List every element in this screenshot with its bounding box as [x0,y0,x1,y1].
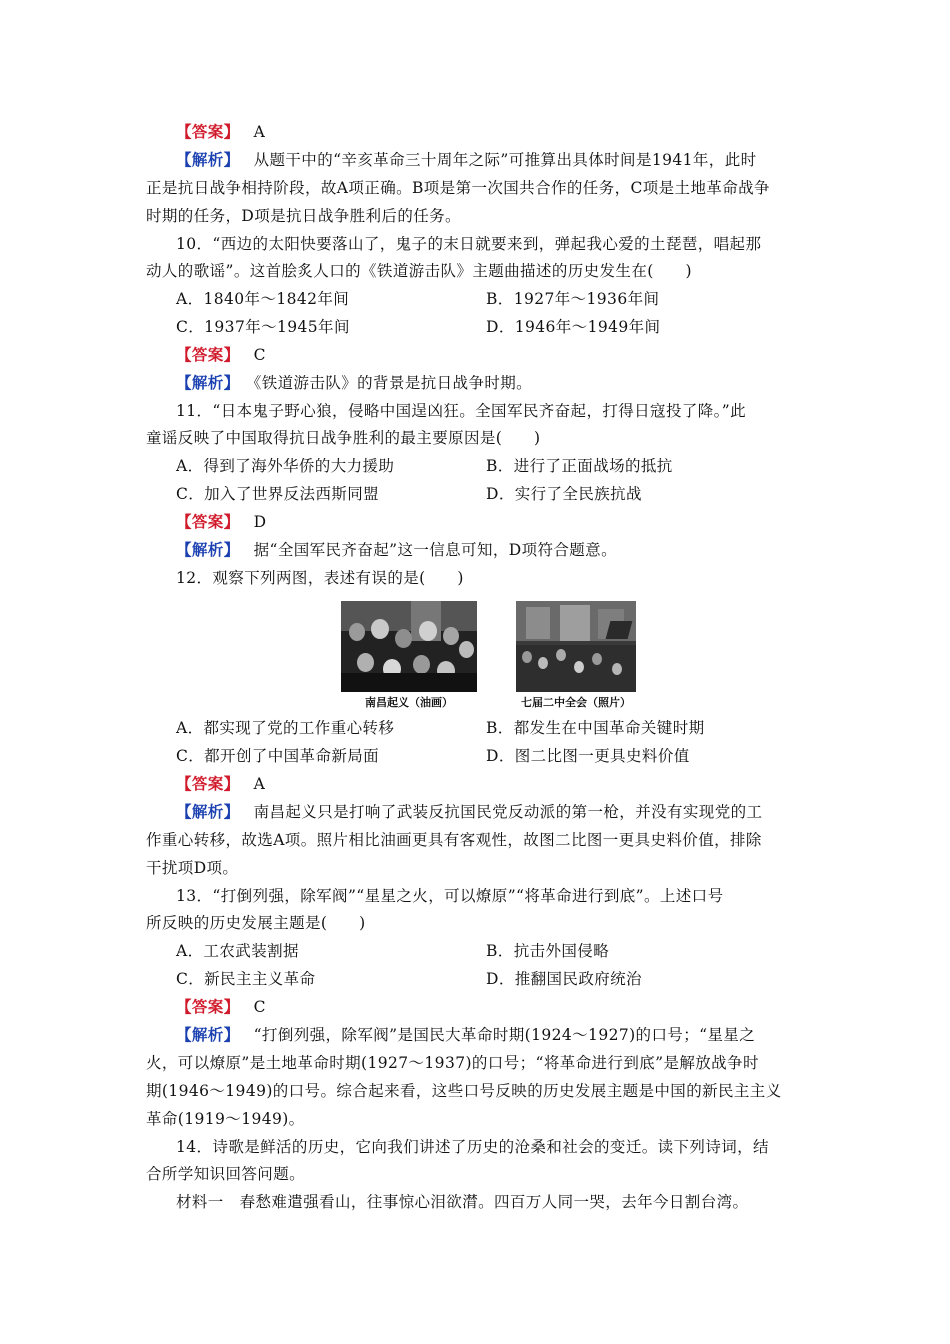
answer-value: C [253,998,266,1016]
answer-tag: 【答案】 [176,774,240,793]
q11-option-b: B．进行了正面战场的抵抗 [486,457,673,475]
q11-analysis [176,539,617,561]
q10-option-c: C．1937年～1945年间 [176,318,350,336]
q9-analysis-line-1 [176,149,757,171]
answer-value: A [253,123,266,141]
answer-value: A [253,775,266,793]
analysis-tag: 【解析】 [176,150,240,169]
q14-stem-line-1: 14．诗歌是鲜活的历史，它向我们讲述了历史的沧桑和社会的变迁。读下列诗词，结 [176,1138,769,1156]
q10-answer [176,344,266,366]
analysis-tag: 【解析】 [176,373,240,392]
answer-tag: 【答案】 [176,122,240,141]
answer-tag: 【答案】 [176,345,240,364]
analysis-tag: 【解析】 [176,540,240,559]
q10-option-b: B．1927年～1936年间 [486,290,660,308]
q14-material-1: 材料一 春愁难遣强看山，往事惊心泪欲潸。四百万人同一哭，去年今日割台湾。 [176,1193,749,1211]
q13-analysis-line-4: 革命(1919～1949)。 [146,1110,305,1128]
analysis-text: 南昌起义只是打响了武装反抗国民党反动派的第一枪，并没有实现党的工 [253,803,763,821]
answer-value: D [253,513,267,531]
analysis-text: “打倒列强，除军阀”是国民大革命时期(1924～1927)的口号；“星星之 [253,1026,756,1044]
q9-analysis-line-3: 时期的任务，D项是抗日战争胜利后的任务。 [146,207,461,225]
q12-option-c: C．都开创了中国革命新局面 [176,747,380,765]
answer-value: C [253,346,266,364]
q10-stem-line-1: 10．“西边的太阳快要落山了，鬼子的末日就要来到，弹起我心爱的土琵琶，唱起那 [176,235,762,253]
q13-answer [176,996,266,1018]
q9-answer [176,121,265,143]
q10-option-a: A．1840年～1842年间 [176,290,350,308]
q13-option-a: A．工农武装割据 [176,942,299,960]
q13-stem-line-2: 所反映的历史发展主题是( ) [146,914,366,932]
q13-analysis-line-1 [176,1024,755,1046]
q13-stem-line-1: 13．“打倒列强，除军阀”“星星之火，可以燎原”“将革命进行到底”。上述口号 [176,887,724,905]
q13-option-c: C．新民主主义革命 [176,970,316,988]
q10-stem-line-2: 动人的歌谣”。这首脍炙人口的《铁道游击队》主题曲描述的历史发生在( ) [146,262,692,280]
answer-tag: 【答案】 [176,997,240,1016]
q11-option-a: A．得到了海外华侨的大力援助 [176,457,395,475]
analysis-text: 从题干中的“辛亥革命三十周年之际”可推算出具体时间是1941年，此时 [253,151,757,169]
q12-answer [176,773,265,795]
q14-stem-line-2: 合所学知识回答问题。 [146,1165,306,1183]
q12-stem: 12．观察下列两图，表述有误的是( ) [176,569,464,587]
q12-option-a: A．都实现了党的工作重心转移 [176,719,395,737]
q12-analysis-line-2: 作重心转移，故选A项。照片相比油画更具有客观性，故图二比图一更具史料价值，排除 [146,831,762,849]
analysis-tag: 【解析】 [176,1025,240,1044]
analysis-tag: 【解析】 [176,802,240,821]
analysis-text: 《铁道游击队》的背景是抗日战争时期。 [253,374,533,392]
figure-1-caption: 南昌起义（油画） [365,696,453,709]
answer-tag: 【答案】 [176,512,240,531]
figure-2-caption: 七届二中全会（照片） [521,696,631,709]
q10-analysis [176,372,532,394]
q11-option-c: C．加入了世界反法西斯同盟 [176,485,380,503]
q12-analysis-line-3: 干扰项D项。 [146,859,239,877]
second-plenary-session-photo [516,601,636,692]
q11-answer [176,511,266,533]
q12-option-d: D．图二比图一更具史料价值 [486,747,690,765]
q10-option-d: D．1946年～1949年间 [486,318,661,336]
q11-option-d: D．实行了全民族抗战 [486,485,642,503]
q13-analysis-line-2: 火，可以燎原”是土地革命时期(1927～1937)的口号；“将革命进行到底”是解放战争时 [146,1054,759,1072]
nanchang-uprising-painting [341,601,477,692]
q13-analysis-line-3: 期(1946～1949)的口号。综合起来看，这些口号反映的历史发展主题是中国的新民主主义 [146,1082,782,1100]
q13-option-b: B．抗击外国侵略 [486,942,610,960]
q11-stem-line-2: 童谣反映了中国取得抗日战争胜利的最主要原因是( ) [146,429,541,447]
q12-analysis-line-1 [176,801,762,823]
q11-stem-line-1: 11．“日本鬼子野心狼，侵略中国逞凶狂。全国军民齐奋起，打得日寇投了降。”此 [176,402,747,420]
q13-option-d: D．推翻国民政府统治 [486,970,642,988]
q9-analysis-line-2: 正是抗日战争相持阶段，故A项正确。B项是第一次国共合作的任务，C项是土地革命战争 [146,179,770,197]
analysis-text: 据“全国军民齐奋起”这一信息可知，D项符合题意。 [253,541,617,559]
q12-option-b: B．都发生在中国革命关键时期 [486,719,705,737]
